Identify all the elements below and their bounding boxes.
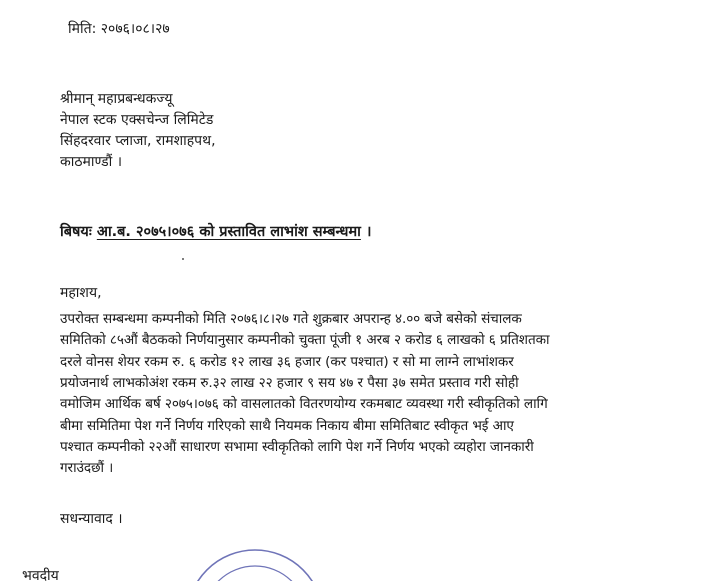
body-line: पश्चात कम्पनीको २२औं साधारण सभामा स्वीकृतिको लागि पेश गर्ने निर्णय भएको व्यहोरा जानकारी [60,439,534,455]
subject-label: बिषयः [60,224,92,240]
closing: सधन्यावाद । [60,511,123,527]
letter-date: मिति: २०७६।०८।२७ [68,21,170,37]
subject-line [60,223,371,241]
body-line: दरले वोनस शेयर रकम रु. ६ करोड १२ लाख ३६ हजार (कर पश्चात) र सो मा लाग्ने लाभांशकर [60,354,514,370]
subject-end: । [360,224,372,240]
addressee-line: सिंहदरवार प्लाजा, रामशाहपथ, [60,133,216,149]
addressee-line: नेपाल स्टक एक्सचेन्ज लिमिटेड [60,112,214,128]
signoff: भवदीय [22,568,59,584]
stray-dot [182,258,184,260]
subject-text: आ.ब. २०७५।०७६ को प्रस्तावित लाभांश सम्बन्धमा [96,224,361,240]
salutation: महाशय, [60,285,102,301]
company-stamp [180,548,330,581]
body-line: गराउंदछौं । [60,460,114,476]
body-line: वमोजिम आर्थिक बर्ष २०७५।०७६ को वासलातको वितरणयोग्य रकमबाट व्यवस्था गरी स्वीकृतिको लागि [60,396,548,412]
body-line: उपरोक्त सम्बन्धमा कम्पनीको मिति २०७६।८।२७ गते शुक्रबार अपरान्ह ४.०० बजे बसेको संचालक [60,311,522,327]
body-line: प्रयोजनार्थ लाभकोअंश रकम रु.३२ लाख २२ हजार ९ सय ४७ र पैसा ३७ समेत प्रस्ताव गरी सोही [60,375,519,391]
addressee-line: श्रीमान् महाप्रबन्धकज्यू [60,91,173,107]
body-line: समितिको ८५औं बैठकको निर्णयानुसार कम्पनीको चुक्ता पूंजी १ अरब २ करोड ६ लाखको ६ प्रतिशतका [60,332,550,348]
body-line: बीमा समितिमा पेश गर्ने निर्णय गरिएको साथै नियमक निकाय बीमा समितिबाट स्वीकृत भई आए [60,418,514,434]
addressee-line: काठमाण्डौं । [60,154,123,170]
